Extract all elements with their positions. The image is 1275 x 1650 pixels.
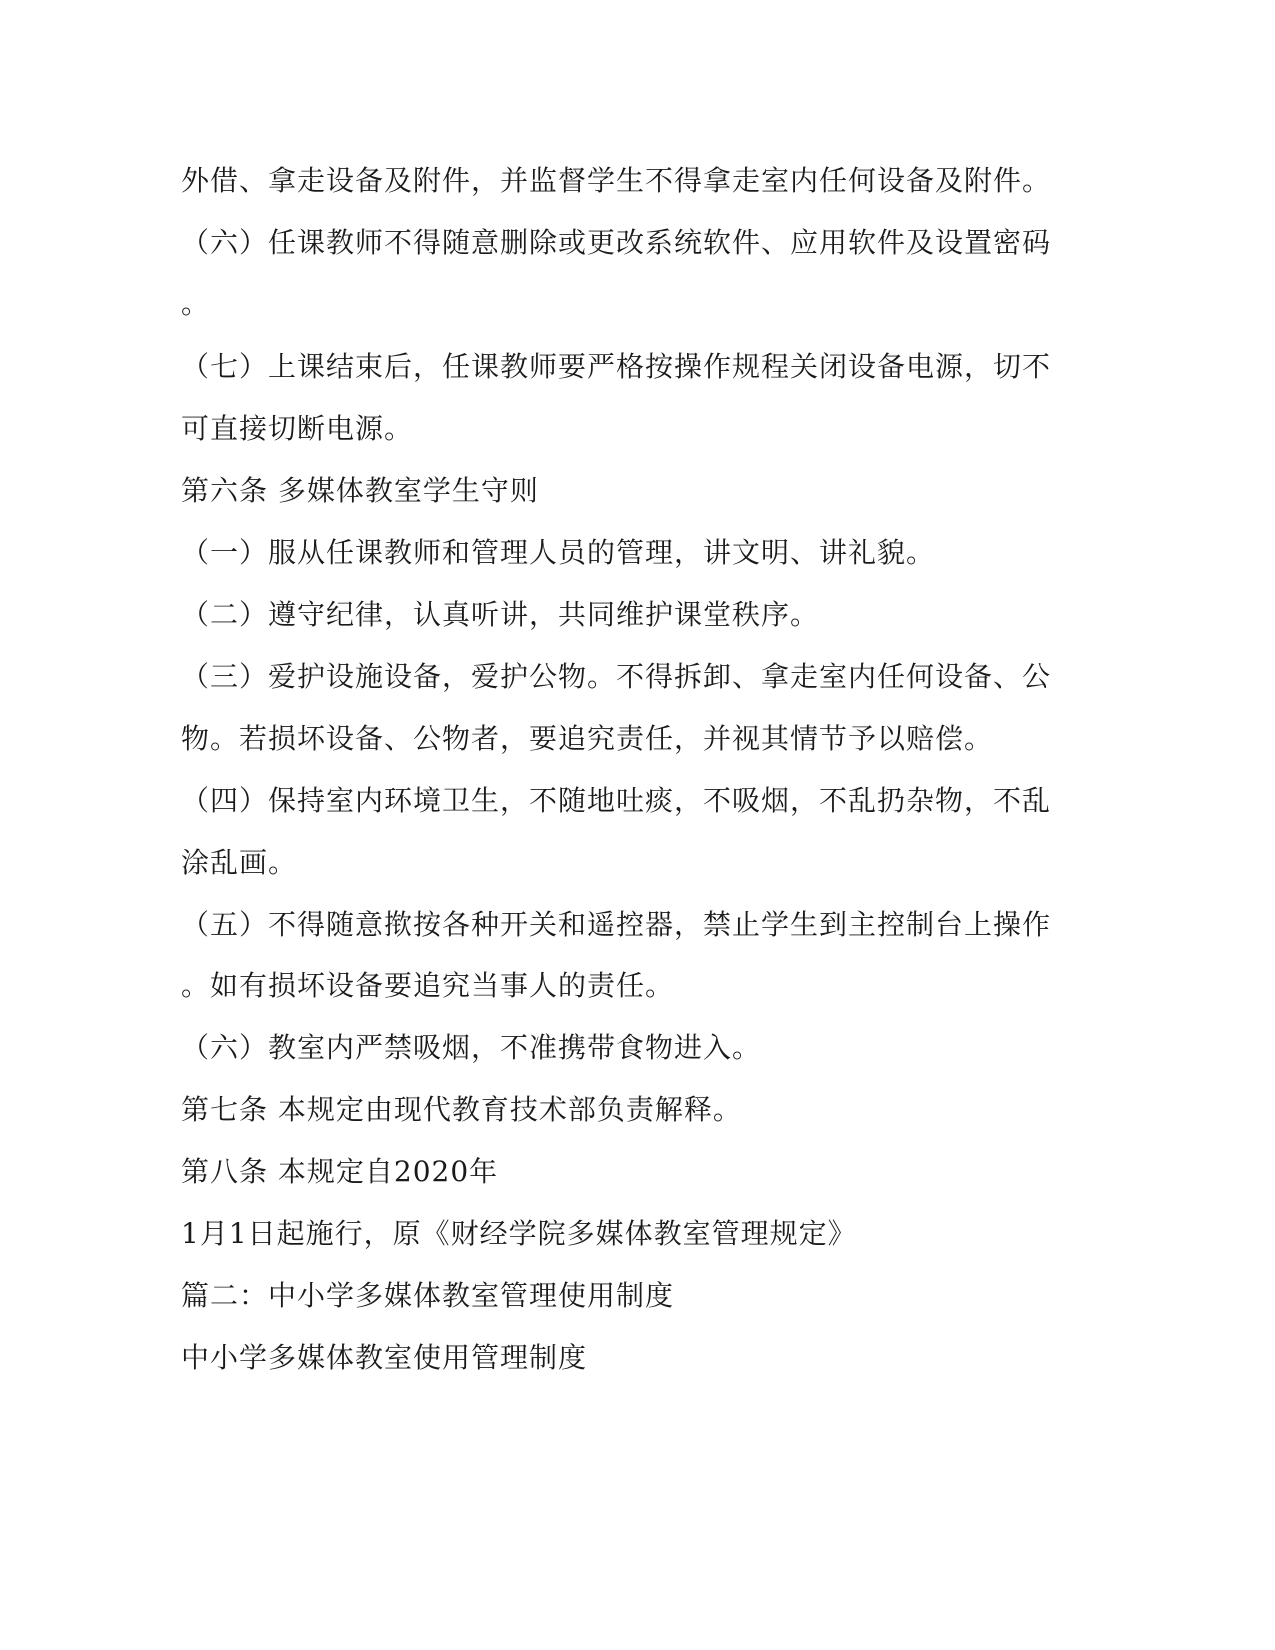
section-heading: 第六条 多媒体教室学生守则 xyxy=(181,474,539,507)
text-line: （二）遵守纪律，认真听讲，共同维护课堂秩序。 xyxy=(181,598,820,631)
section-heading: 篇二：中小学多媒体教室管理使用制度 xyxy=(181,1279,675,1312)
text-line: 第八条 本规定自2020年 xyxy=(181,1155,499,1188)
text-line: 第七条 本规定由现代教育技术部负责解释。 xyxy=(181,1093,742,1126)
text-line: （四）保持室内环境卫生，不随地吐痰，不吸烟，不乱扔杂物，不乱 xyxy=(181,784,1052,817)
text-line: （五）不得随意揿按各种开关和遥控器，禁止学生到主控制台上操作 xyxy=(181,908,1052,941)
text-line: 1月1日起施行，原《财经学院多媒体教室管理规定》 xyxy=(181,1217,857,1250)
text-line: （六）教室内严禁吸烟，不准携带食物进入。 xyxy=(181,1031,762,1064)
text-line: （七）上课结束后，任课教师要严格按操作规程关闭设备电源，切不 xyxy=(181,350,1052,383)
text-line: 物。若损坏设备、公物者，要追究责任，并视其情节予以赔偿。 xyxy=(181,722,994,755)
text-line: 涂乱画。 xyxy=(181,846,298,879)
text-line: 可直接切断电源。 xyxy=(181,412,414,445)
text-line: （三）爱护设施设备，爱护公物。不得拆卸、拿走室内任何设备、公 xyxy=(181,660,1052,693)
text-line: 。 xyxy=(181,287,211,320)
text-line: 。如有损坏设备要追究当事人的责任。 xyxy=(181,969,675,1002)
text-line: （一）服从任课教师和管理人员的管理，讲文明、讲礼貌。 xyxy=(181,536,936,569)
section-heading: 中小学多媒体教室使用管理制度 xyxy=(181,1341,588,1374)
text-line: （六）任课教师不得随意删除或更改系统软件、应用软件及设置密码 xyxy=(181,226,1052,259)
text-line: 外借、拿走设备及附件，并监督学生不得拿走室内任何设备及附件。 xyxy=(181,164,1052,197)
